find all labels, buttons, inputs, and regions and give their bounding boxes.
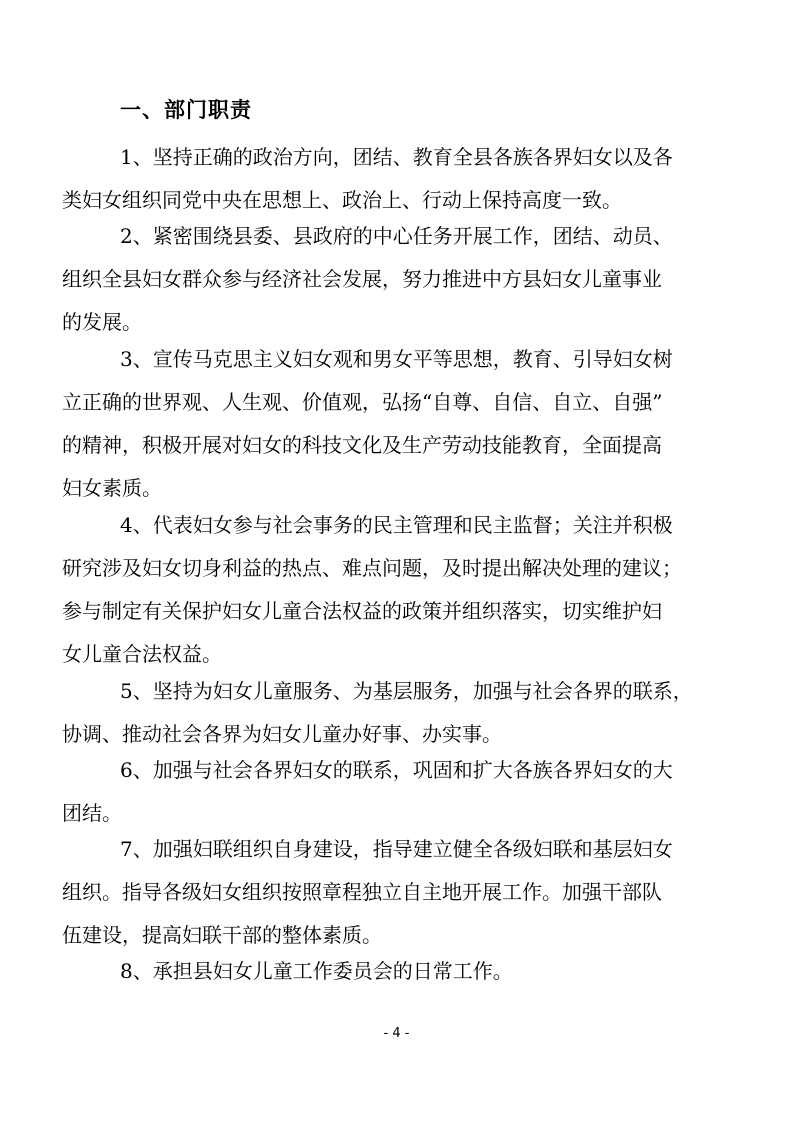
paragraph-line: 立正确的世界观、人生观、价值观，弘扬“自尊、自信、自立、自强” [62,390,663,414]
paragraph-line: 研究涉及妇女切身利益的热点、难点问题，及时提出解决处理的建议； [62,556,682,580]
section-heading: 一、部门职责 [120,98,252,122]
paragraph-line: 2、紧密围绕县委、县政府的中心任务开展工作，团结、动员、 [120,224,673,248]
duty-paragraph [62,218,673,347]
paragraph-line: 伍建设，提高妇联干部的整体素质。 [62,923,382,947]
duty-paragraph [62,752,673,838]
duty-paragraph [62,341,673,513]
paragraph-line: 协调、推动社会各界为妇女儿童办好事、办实事。 [62,722,502,746]
paragraph-line: 的精神，积极开展对妇女的科技文化及生产劳动技能教育，全面提高 [62,433,662,457]
paragraph-line: 类妇女组织同党中央在思想上、政治上、行动上保持高度一致。 [62,188,622,212]
paragraph-line: 8、承担县妇女儿童工作委员会的日常工作。 [120,959,513,983]
page-number: - 4 - [383,1026,410,1041]
paragraph-line: 1、坚持正确的政治方向，团结、教育全县各族各界妇女以及各 [120,145,673,169]
paragraph-line: 组织全县妇女群众参与经济社会发展，努力推进中方县妇女儿童事业 [62,267,662,291]
duty-paragraph [62,673,693,759]
paragraph-line: 组织。指导各级妇女组织按照章程独立自主地开展工作。加强干部队 [62,880,662,904]
paragraph-line: 参与制定有关保护妇女儿童合法权益的政策并组织落实，切实维护妇 [62,599,662,623]
paragraph-line: 团结。 [62,801,122,825]
paragraph-line: 女儿童合法权益。 [62,642,222,666]
duty-paragraph [62,831,673,960]
paragraph-line: 5、坚持为妇女儿童服务、为基层服务，加强与社会各界的联系， [120,679,693,703]
paragraph-line: 妇女素质。 [62,476,162,500]
duty-paragraph [62,507,682,679]
paragraph-line: 7、加强妇联组织自身建设，指导建立健全各级妇联和基层妇女 [120,837,673,861]
duty-paragraph [62,139,673,225]
duty-paragraph [120,953,513,996]
paragraph-line: 4、代表妇女参与社会事务的民主管理和民主监督；关注并积极 [120,513,673,537]
paragraph-line: 的发展。 [62,310,142,334]
paragraph-line: 6、加强与社会各界妇女的联系，巩固和扩大各族各界妇女的大 [120,758,673,782]
paragraph-line: 3、宣传马克思主义妇女观和男女平等思想，教育、引导妇女树 [120,347,673,371]
